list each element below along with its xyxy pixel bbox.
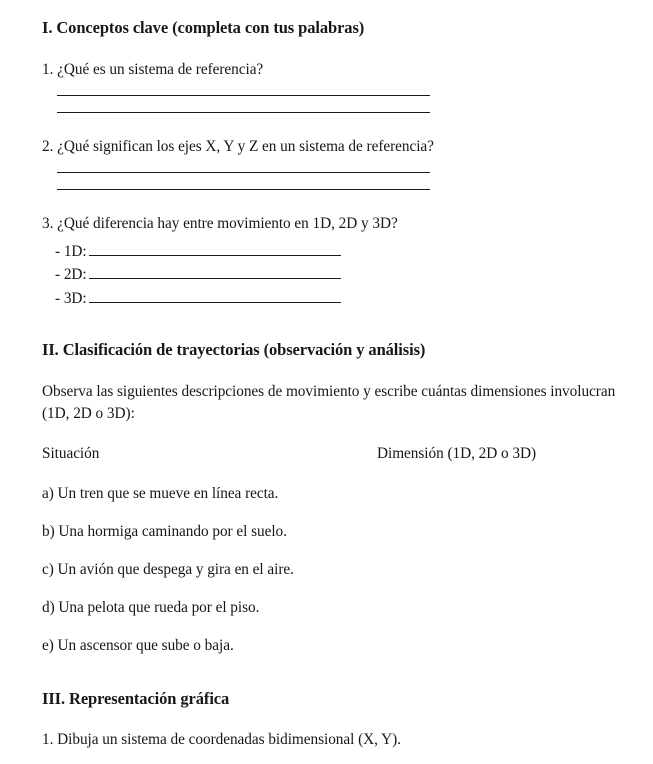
fill-label-1d: - 1D:: [55, 242, 87, 260]
spacer: [42, 113, 631, 137]
question-1-text: 1. ¿Qué es un sistema de referencia?: [42, 60, 264, 78]
fill-label-3d: - 3D:: [55, 290, 87, 308]
list-item-b: b) Una hormiga caminando por el suelo.: [42, 522, 287, 540]
spacer: [42, 306, 631, 340]
list-item-d: d) Una pelota que rueda por el piso.: [42, 599, 260, 617]
spacer: [42, 425, 631, 444]
fill-label-2d: - 2D:: [55, 266, 87, 284]
spacer: [42, 360, 631, 381]
spacer: [42, 38, 631, 60]
fill-row-2d[interactable]: [55, 265, 631, 283]
spacer: [42, 655, 631, 689]
section-3-question-1-text: 1. Dibuja un sistema de coordenadas bidimensional (X, Y).: [42, 731, 401, 749]
spacer: [42, 503, 631, 522]
section-2-instructions: Observa las siguientes descripciones de movimiento y escribe cuántas dimensiones involucran (1D, 2D o 3D):: [42, 383, 616, 422]
spacer: [42, 541, 631, 560]
list-item-c: c) Un avión que despega y gira en el aire.: [42, 560, 294, 578]
answer-lines-question-1[interactable]: [42, 95, 631, 113]
spacer: [42, 79, 631, 95]
section-heading-3: III. Representación gráfica: [42, 689, 230, 709]
fill-row-3d[interactable]: [55, 289, 631, 307]
fill-line-2d[interactable]: [89, 265, 341, 279]
spacer: [42, 579, 631, 598]
question-2-text: 2. ¿Qué significan los ejes X, Y y Z en un sistema de referencia?: [42, 137, 434, 155]
spacer: [42, 463, 631, 484]
list-item-e: e) Un ascensor que sube o baja.: [42, 637, 234, 655]
table-header-row: [42, 444, 631, 463]
section-heading-1: I. Conceptos clave (completa con tus palabras): [42, 18, 365, 37]
question-3-text: 3. ¿Qué diferencia hay entre movimiento en 1D, 2D y 3D?: [42, 215, 398, 233]
section-heading-2: II. Clasificación de trayectorias (observación y análisis): [42, 340, 426, 360]
column-header-dimension: Dimensión (1D, 2D o 3D): [377, 444, 537, 462]
spacer: [42, 96, 631, 112]
spacer: [42, 190, 631, 214]
answer-lines-question-2[interactable]: [42, 172, 631, 190]
fill-line-1d[interactable]: [89, 241, 341, 255]
spacer: [42, 617, 631, 636]
list-item-a: a) Un tren que se mueve en línea recta.: [42, 484, 279, 502]
fill-row-1d[interactable]: [55, 241, 631, 259]
spacer: [42, 156, 631, 172]
spacer: [42, 709, 631, 730]
fill-line-3d[interactable]: [89, 289, 341, 303]
spacer: [42, 233, 631, 241]
column-header-situation: Situación: [42, 444, 100, 462]
spacer: [42, 173, 631, 189]
